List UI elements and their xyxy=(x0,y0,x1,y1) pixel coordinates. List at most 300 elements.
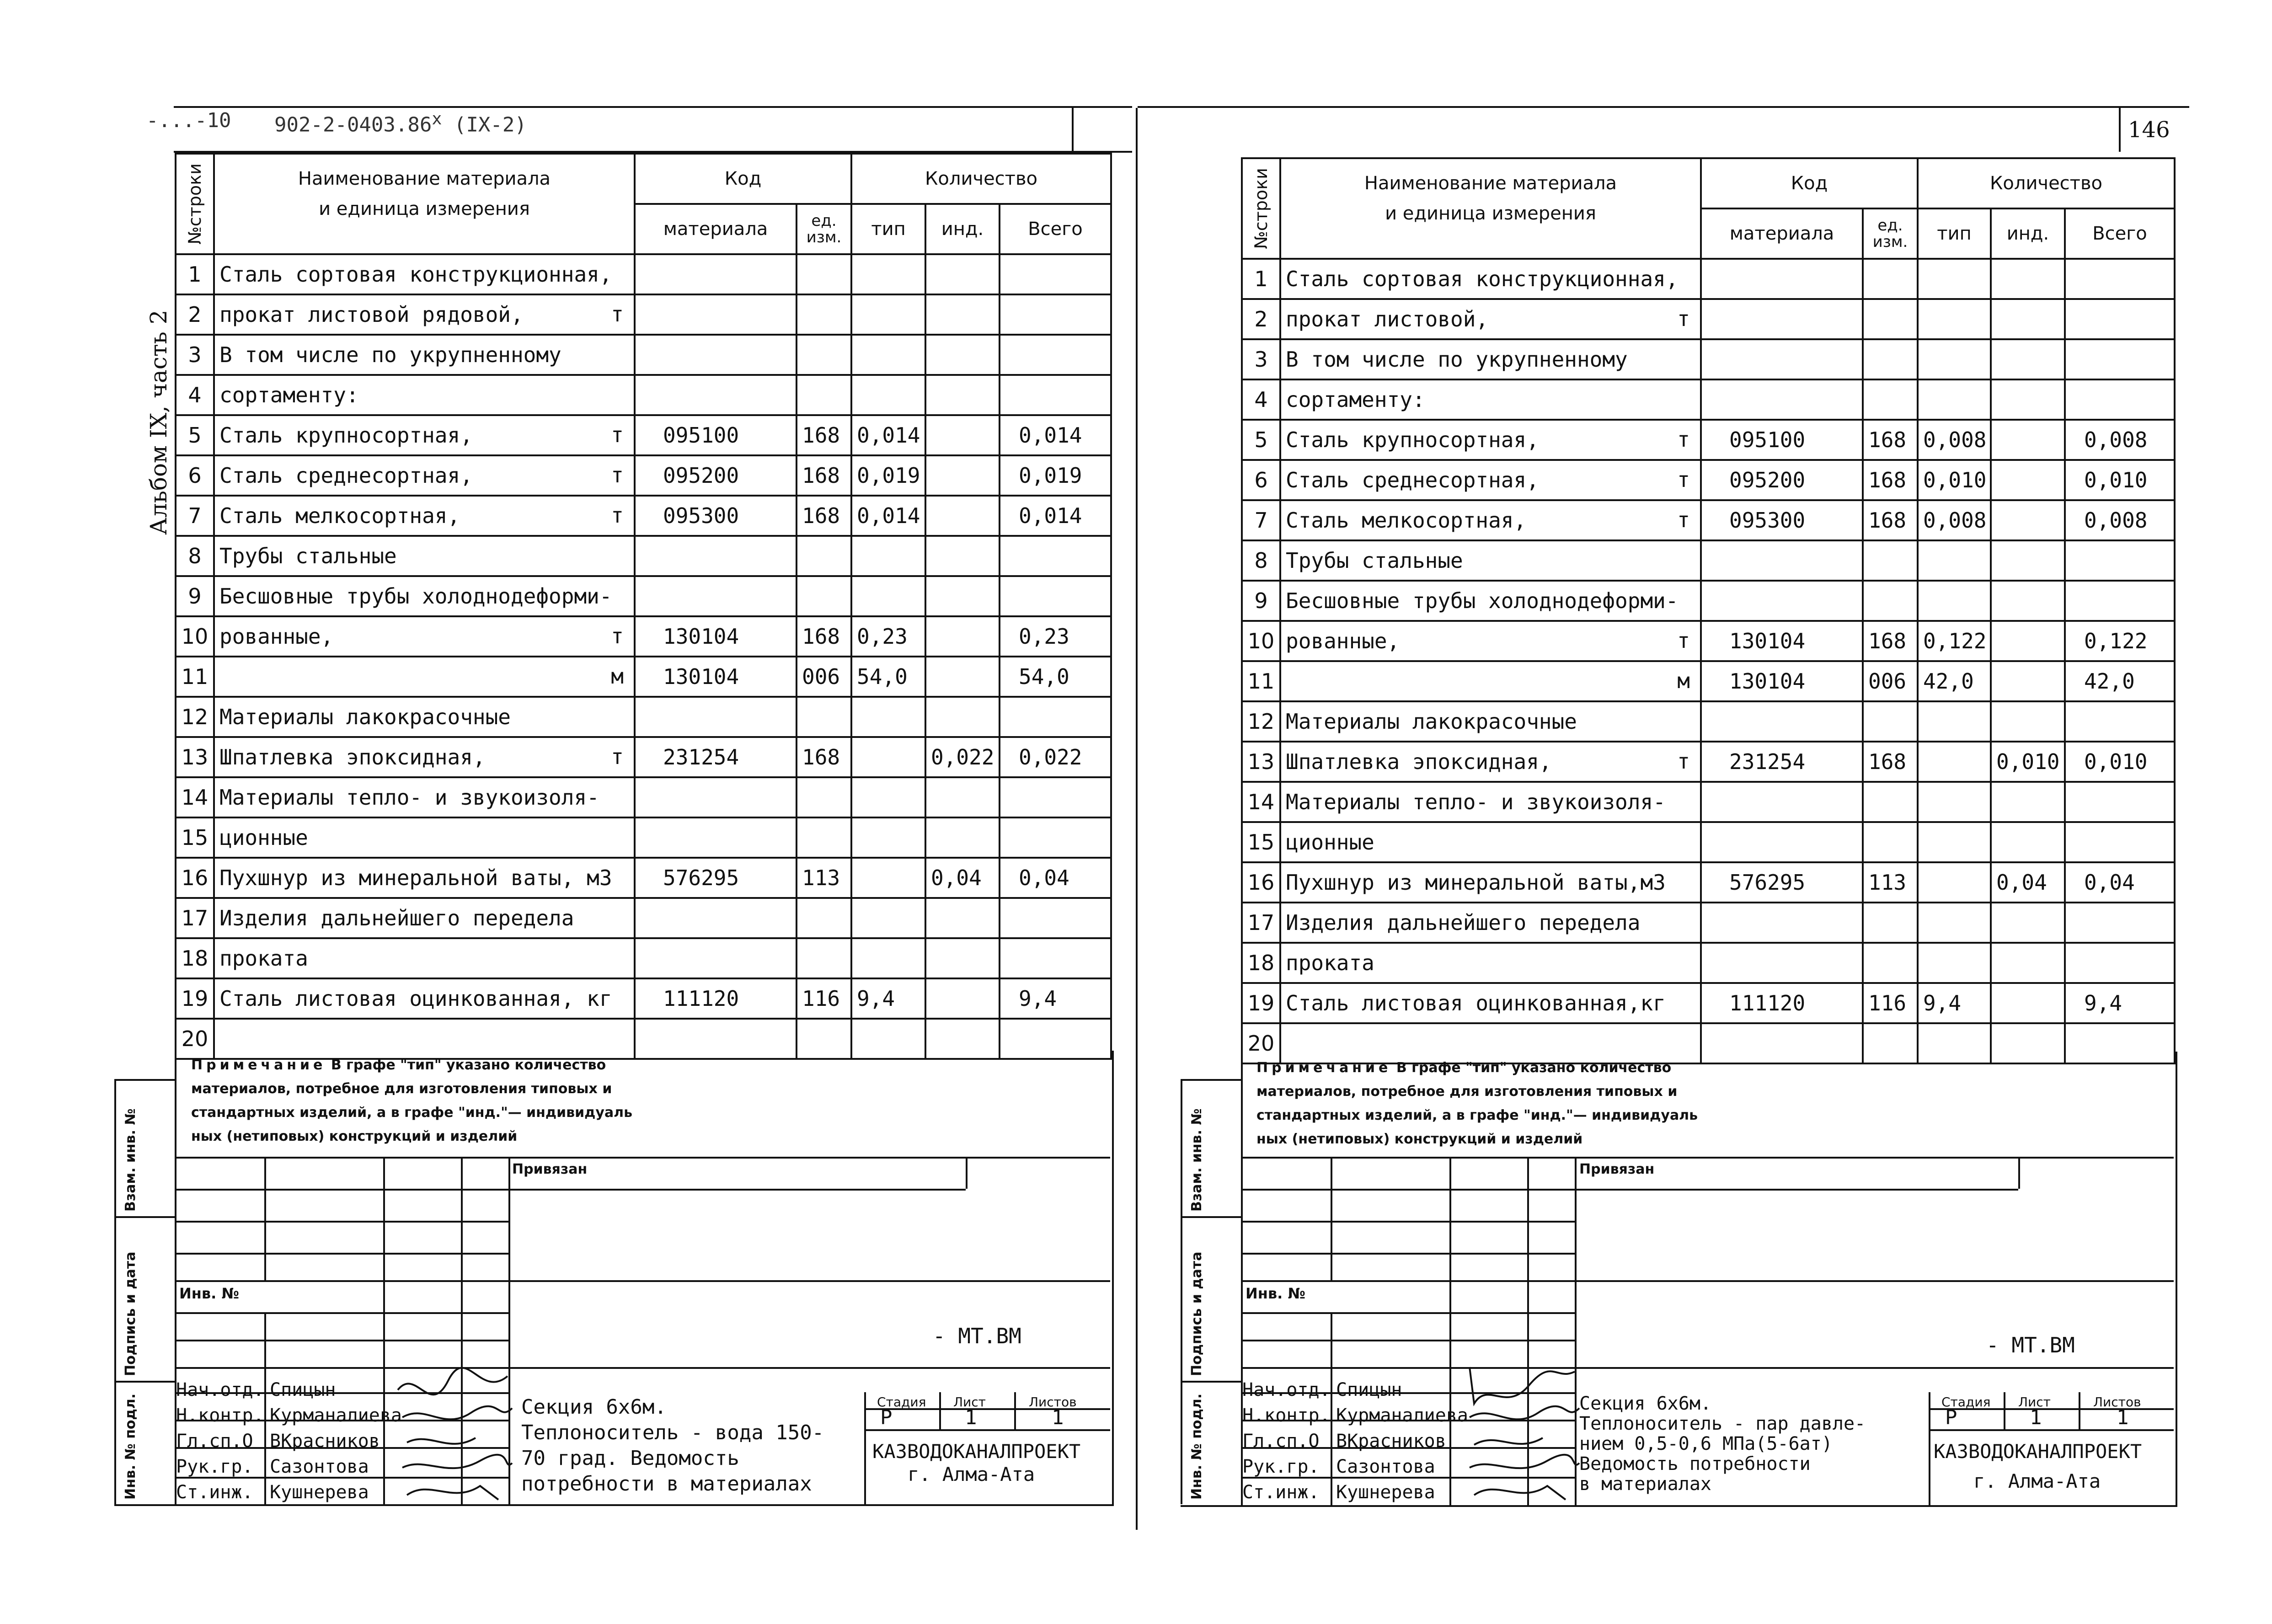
unit-code xyxy=(797,938,851,978)
material-name xyxy=(1280,862,1701,903)
qty-ind xyxy=(925,657,1000,697)
material-code xyxy=(1701,299,1863,339)
qty-tip: 9,4 xyxy=(851,978,925,1019)
org-line2-right: г. Алма-Ата xyxy=(1973,1470,2101,1492)
material-unit: т xyxy=(611,744,624,769)
material-code: 111120 xyxy=(1701,983,1863,1023)
qty-tip xyxy=(1918,822,1991,862)
material-name-text: Сталь сортовая конструкционная, xyxy=(1286,267,1679,291)
material-code xyxy=(1701,903,1863,943)
qty-total: 0,010 xyxy=(2065,460,2175,500)
qty-total: 0,022 xyxy=(1000,737,1111,777)
r-grid-h1 xyxy=(1241,1189,2018,1191)
qty-ind xyxy=(925,777,1000,817)
inv-no-label: Инв. № xyxy=(179,1285,239,1302)
material-name-text: Материалы лакокрасочные xyxy=(219,705,511,729)
qty-tip xyxy=(851,576,925,616)
table-row xyxy=(176,375,1111,415)
qty-tip: 0,122 xyxy=(1918,621,1991,661)
qty-tip xyxy=(851,335,925,375)
material-name-text: Пухшнур из минеральной ваты, м3 xyxy=(219,865,612,890)
qty-tip xyxy=(1918,259,1991,299)
table-row xyxy=(1242,420,2175,460)
row-number: 13 xyxy=(1242,742,1280,782)
qty-total xyxy=(2065,540,2175,581)
material-name-text: Сталь мелкосортная, xyxy=(1286,508,1527,533)
qty-total xyxy=(2065,581,2175,621)
material-unit: т xyxy=(611,503,624,528)
qty-total xyxy=(2065,379,2175,420)
qty-total xyxy=(2065,701,2175,742)
table-row xyxy=(176,938,1111,978)
material-name-text: Сталь крупносортная, xyxy=(219,423,473,448)
grid-h7 xyxy=(175,1367,1110,1369)
row-number: 9 xyxy=(1242,581,1280,621)
qty-total xyxy=(1000,375,1111,415)
qty-tip: 0,008 xyxy=(1918,420,1991,460)
qty-tip xyxy=(1918,782,1991,822)
header-doc-code: 902-2-0403.86$^x$ (IX-2) xyxy=(274,109,527,137)
qty-tip xyxy=(1918,299,1991,339)
unit-code: 113 xyxy=(1863,862,1918,903)
qty-total xyxy=(1000,938,1111,978)
stamp-outer-left xyxy=(114,1079,116,1504)
doc-code-right: - МТ.ВМ xyxy=(1986,1333,2075,1357)
material-name xyxy=(214,898,635,938)
listov-value-right: 1 xyxy=(2117,1406,2129,1429)
material-unit: т xyxy=(611,463,624,487)
unit-code xyxy=(1863,701,1918,742)
table-row xyxy=(1242,581,2175,621)
material-code: 130104 xyxy=(635,616,797,657)
material-name xyxy=(214,415,635,455)
row-number: 6 xyxy=(1242,460,1280,500)
material-code: 095100 xyxy=(1701,420,1863,460)
qty-tip xyxy=(851,737,925,777)
material-name xyxy=(214,817,635,858)
qty-ind xyxy=(925,455,1000,496)
material-name xyxy=(214,858,635,898)
material-code xyxy=(635,898,797,938)
qty-total: 0,04 xyxy=(2065,862,2175,903)
row-number: 7 xyxy=(1242,500,1280,540)
qty-ind xyxy=(925,817,1000,858)
material-code: 095100 xyxy=(635,415,797,455)
stadia-label-right: Стадия xyxy=(1941,1394,1991,1410)
qty-total xyxy=(1000,898,1111,938)
material-name xyxy=(1280,460,1701,500)
material-name-text: В том числе по укрупненному xyxy=(1286,347,1628,372)
unit-code xyxy=(1863,903,1918,943)
r-grid-v-listov xyxy=(2079,1392,2080,1429)
qty-tip xyxy=(1918,379,1991,420)
qty-tip xyxy=(1918,903,1991,943)
material-code xyxy=(635,817,797,858)
qty-total xyxy=(2065,903,2175,943)
material-name-text: ционные xyxy=(1286,830,1374,855)
row-number: 18 xyxy=(176,938,214,978)
material-code: 095200 xyxy=(1701,460,1863,500)
material-name xyxy=(214,576,635,616)
grid-v-list xyxy=(939,1392,941,1429)
row-number: 18 xyxy=(1242,943,1280,983)
qty-ind xyxy=(925,978,1000,1019)
unit-code xyxy=(1863,339,1918,379)
table-row xyxy=(176,455,1111,496)
material-name xyxy=(214,496,635,536)
table-row xyxy=(176,737,1111,777)
unit-code: 006 xyxy=(797,657,851,697)
unit-code xyxy=(1863,540,1918,581)
unit-code: 168 xyxy=(1863,460,1918,500)
material-name-text: Материалы тепло- и звукоизоля- xyxy=(219,785,599,810)
grid-v1b xyxy=(264,1312,266,1504)
row-number: 13 xyxy=(176,737,214,777)
qty-total: 0,014 xyxy=(1000,415,1111,455)
qty-tip: 42,0 xyxy=(1918,661,1991,701)
qty-ind xyxy=(925,697,1000,737)
qty-ind: 0,022 xyxy=(925,737,1000,777)
table-row xyxy=(1242,903,2175,943)
drawing-title-right: Секция 6х6м. Теплоноситель - пар давле- нием 0,5-0,6 МПа(5-6ат) Ведомость потребности в материалах xyxy=(1579,1393,1866,1495)
material-name-text: Сталь среднесортная, xyxy=(1286,468,1539,492)
unit-code: 168 xyxy=(1863,621,1918,661)
table-row xyxy=(176,898,1111,938)
material-name xyxy=(214,777,635,817)
unit-code xyxy=(1863,581,1918,621)
r-grid-h7 xyxy=(1241,1367,2174,1369)
material-code: 130104 xyxy=(1701,661,1863,701)
qty-ind xyxy=(1991,581,2065,621)
unit-code xyxy=(797,576,851,616)
stamp-line xyxy=(175,1157,1110,1159)
qty-total xyxy=(2065,822,2175,862)
qty-tip xyxy=(851,375,925,415)
grid-v-priv xyxy=(966,1157,968,1189)
material-unit: т xyxy=(1677,749,1690,774)
material-code xyxy=(1701,259,1863,299)
material-name xyxy=(214,455,635,496)
qty-total: 54,0 xyxy=(1000,657,1111,697)
table-row xyxy=(1242,983,2175,1023)
qty-total: 0,122 xyxy=(2065,621,2175,661)
unit-code: 168 xyxy=(797,737,851,777)
header-vsego: Всего xyxy=(1000,204,1111,254)
material-name xyxy=(1280,701,1701,742)
material-code: 576295 xyxy=(1701,862,1863,903)
material-code: 231254 xyxy=(635,737,797,777)
material-name xyxy=(1280,903,1701,943)
row-number: 8 xyxy=(176,536,214,576)
qty-tip xyxy=(851,858,925,898)
qty-tip xyxy=(1918,943,1991,983)
material-unit: т xyxy=(1677,467,1690,492)
unit-code xyxy=(797,536,851,576)
header-name: Наименование материала и единица измерения xyxy=(1280,158,1701,259)
row-number: 14 xyxy=(176,777,214,817)
note-right: Примечание В графе "тип" указано количество материалов, потребное для изготовления типовых и стандартных изделий, а в графе "инд."— индивидуаль ных (нетиповых) конструкций и изделий xyxy=(1256,1060,1698,1147)
r-grid-h-stadia2 xyxy=(1929,1429,2174,1431)
material-name-text: Изделия дальнейшего передела xyxy=(219,906,574,930)
grid-v1a xyxy=(264,1157,266,1280)
header-ed-izm: ед. изм. xyxy=(1863,208,1918,259)
names-right: Спицын Курманалиева ВКрасников Сазонтова Кушнерева xyxy=(1336,1379,1468,1503)
r-stamp-line xyxy=(1241,1157,2174,1159)
row-number: 11 xyxy=(176,657,214,697)
qty-tip: 0,014 xyxy=(851,496,925,536)
materials-table-right xyxy=(1241,157,2176,1064)
qty-ind xyxy=(925,335,1000,375)
material-code xyxy=(1701,540,1863,581)
qty-total: 0,23 xyxy=(1000,616,1111,657)
qty-ind xyxy=(1991,500,2065,540)
material-name-text: Бесшовные трубы холоднодеформи- xyxy=(219,584,612,609)
qty-tip xyxy=(1918,701,1991,742)
material-unit: т xyxy=(1677,427,1690,452)
qty-total xyxy=(2065,782,2175,822)
org-line2: г. Алма-Ата xyxy=(908,1463,1035,1485)
row-number: 6 xyxy=(176,455,214,496)
header-prefix: -...-10 xyxy=(146,109,231,132)
material-name-text: проката xyxy=(219,946,308,971)
material-name xyxy=(214,978,635,1019)
material-unit: т xyxy=(1677,508,1690,532)
row-number: 17 xyxy=(1242,903,1280,943)
material-name xyxy=(214,697,635,737)
qty-total xyxy=(2065,339,2175,379)
r-grid-v1a xyxy=(1331,1157,1332,1280)
qty-ind xyxy=(925,496,1000,536)
table-row xyxy=(1242,460,2175,500)
material-name xyxy=(214,254,635,294)
drawing-title: Секция 6х6м. Теплоноситель - вода 150- 70 град. Ведомость потребности в материалах xyxy=(521,1395,824,1496)
side-podpis: Подпись и дата xyxy=(123,1251,139,1376)
unit-code xyxy=(1863,822,1918,862)
material-code: 111120 xyxy=(635,978,797,1019)
r-sep-1 xyxy=(1181,1216,1241,1218)
row-number: 3 xyxy=(176,335,214,375)
unit-code: 168 xyxy=(797,455,851,496)
unit-code xyxy=(1863,782,1918,822)
grid-h3 xyxy=(175,1253,508,1255)
material-name xyxy=(214,375,635,415)
header-kod: Код xyxy=(1701,158,1918,208)
header-ed-izm: ед. изм. xyxy=(797,204,851,254)
material-name-text: Материалы лакокрасочные xyxy=(1286,709,1577,734)
material-name-text: Бесшовные трубы холоднодеформи- xyxy=(1286,588,1679,613)
material-code xyxy=(635,294,797,335)
material-name-text: Сталь листовая оцинкованная,кг xyxy=(1286,991,1666,1015)
qty-ind xyxy=(1991,983,2065,1023)
qty-tip: 0,014 xyxy=(851,415,925,455)
qty-ind xyxy=(1991,661,2065,701)
r-grid-h5 xyxy=(1241,1312,1575,1314)
material-code xyxy=(635,576,797,616)
listov-label: Листов xyxy=(1029,1394,1077,1410)
header-divider xyxy=(1072,106,1074,152)
material-code: 130104 xyxy=(1701,621,1863,661)
material-name-text: Шпатлевка эпоксидная, xyxy=(1286,749,1552,774)
material-name xyxy=(1280,259,1701,299)
qty-tip: 9,4 xyxy=(1918,983,1991,1023)
material-name xyxy=(1280,299,1701,339)
material-name xyxy=(1280,621,1701,661)
grid-h-stadia2 xyxy=(864,1429,1110,1431)
qty-total xyxy=(1000,335,1111,375)
side-podpis-right: Подпись и дата xyxy=(1189,1251,1205,1376)
row-number: 10 xyxy=(1242,621,1280,661)
right-sheet xyxy=(1136,0,2272,1624)
qty-total xyxy=(1000,777,1111,817)
material-code xyxy=(1701,581,1863,621)
row-number: 16 xyxy=(176,858,214,898)
material-code xyxy=(635,254,797,294)
listov-value: 1 xyxy=(1052,1406,1064,1429)
table-row xyxy=(1242,862,2175,903)
qty-total: 0,008 xyxy=(2065,420,2175,460)
qty-ind xyxy=(1991,379,2065,420)
header-kod: Код xyxy=(635,154,851,204)
qty-total: 0,008 xyxy=(2065,500,2175,540)
table-row xyxy=(176,496,1111,536)
material-name xyxy=(1280,500,1701,540)
qty-ind xyxy=(1991,420,2065,460)
material-name xyxy=(1280,661,1701,701)
right-header-divider xyxy=(2119,106,2121,152)
unit-code xyxy=(797,375,851,415)
material-name-text: Трубы стальные xyxy=(1286,548,1463,573)
list-value: 1 xyxy=(965,1406,977,1429)
qty-ind xyxy=(925,375,1000,415)
material-name xyxy=(214,616,635,657)
material-name-text: Изделия дальнейшего передела xyxy=(1286,910,1641,935)
material-name xyxy=(214,737,635,777)
material-code xyxy=(635,536,797,576)
qty-total: 9,4 xyxy=(2065,983,2175,1023)
qty-ind xyxy=(1991,943,2065,983)
side-inv-podl: Инв. № подл. xyxy=(123,1393,139,1500)
table-row xyxy=(1242,500,2175,540)
table-row xyxy=(1242,661,2175,701)
qty-total: 9,4 xyxy=(1000,978,1111,1019)
qty-total xyxy=(1000,254,1111,294)
qty-ind xyxy=(1991,903,2065,943)
side-vzam-right: Взам. инв. № xyxy=(1189,1108,1205,1212)
r-sep-2 xyxy=(1181,1381,1241,1383)
material-code xyxy=(1701,701,1863,742)
material-code: 095300 xyxy=(1701,500,1863,540)
list-value-right: 1 xyxy=(2030,1406,2042,1429)
unit-code: 116 xyxy=(797,978,851,1019)
row-number: 16 xyxy=(1242,862,1280,903)
qty-ind xyxy=(925,898,1000,938)
org-line1: КАЗВОДОКАНАЛПРОЕКТ xyxy=(872,1440,1081,1463)
row-number: 14 xyxy=(1242,782,1280,822)
table-row xyxy=(1242,540,2175,581)
r-outer-left xyxy=(1181,1079,1182,1504)
qty-tip: 0,019 xyxy=(851,455,925,496)
material-name-text: сортаменту: xyxy=(219,383,359,407)
material-unit: т xyxy=(611,624,624,648)
qty-tip xyxy=(1918,742,1991,782)
grid-h1 xyxy=(175,1189,966,1191)
listov-label-right: Листов xyxy=(2093,1394,2141,1410)
qty-tip xyxy=(851,697,925,737)
qty-tip xyxy=(851,817,925,858)
qty-ind xyxy=(1991,299,2065,339)
material-name-text: Материалы тепло- и звукоизоля- xyxy=(1286,790,1666,814)
unit-code xyxy=(1863,943,1918,983)
unit-code xyxy=(1863,379,1918,420)
r-outer-top xyxy=(1181,1079,1241,1081)
qty-ind xyxy=(925,415,1000,455)
row-number: 1 xyxy=(1242,259,1280,299)
stamp-outer-top xyxy=(114,1079,175,1081)
unit-code: 006 xyxy=(1863,661,1918,701)
row-number: 1 xyxy=(176,254,214,294)
row-number: 3 xyxy=(1242,339,1280,379)
unit-code xyxy=(797,898,851,938)
qty-ind xyxy=(925,294,1000,335)
material-code xyxy=(1701,339,1863,379)
unit-code: 116 xyxy=(1863,983,1918,1023)
qty-ind xyxy=(1991,701,2065,742)
grid-v-listov xyxy=(1014,1392,1016,1429)
table-row xyxy=(1242,943,2175,983)
material-name-text: прокат листовой рядовой, xyxy=(219,302,524,327)
table-row xyxy=(176,536,1111,576)
material-unit: м xyxy=(611,664,624,689)
grid-h2 xyxy=(175,1221,508,1223)
r-grid-h6 xyxy=(1241,1340,1575,1341)
qty-tip xyxy=(851,536,925,576)
table-row xyxy=(176,858,1111,898)
material-code: 130104 xyxy=(635,657,797,697)
grid-h4 xyxy=(175,1280,1110,1282)
r-grid-v-list xyxy=(2004,1392,2005,1429)
table-row xyxy=(176,576,1111,616)
material-code xyxy=(635,938,797,978)
row-number: 5 xyxy=(176,415,214,455)
material-code: 095200 xyxy=(635,455,797,496)
material-code xyxy=(635,375,797,415)
material-name xyxy=(1280,782,1701,822)
qty-total xyxy=(2065,943,2175,983)
material-code xyxy=(635,335,797,375)
qty-total: 0,019 xyxy=(1000,455,1111,496)
row-number: 19 xyxy=(1242,983,1280,1023)
material-name xyxy=(1280,983,1701,1023)
material-name-text: Сталь среднесортная, xyxy=(219,463,473,488)
row-number: 4 xyxy=(1242,379,1280,420)
qty-ind xyxy=(925,616,1000,657)
row-number: 9 xyxy=(176,576,214,616)
qty-total: 0,014 xyxy=(1000,496,1111,536)
material-name xyxy=(214,657,635,697)
material-code xyxy=(1701,782,1863,822)
material-unit: м xyxy=(1677,668,1690,693)
roles-right: Нач.отд. Н.контр. Гл.сп.О Рук.гр. Ст.инж. xyxy=(1242,1379,1331,1503)
header-nstroki: №строки xyxy=(176,154,214,254)
header-kolichestvo: Количество xyxy=(1918,158,2175,208)
material-name xyxy=(1280,822,1701,862)
side-caption: Альбом IX, часть 2 xyxy=(145,310,172,535)
material-name-text: Шпатлевка эпоксидная, xyxy=(219,745,486,769)
material-code: 231254 xyxy=(1701,742,1863,782)
material-name-text: прокат листовой, xyxy=(1286,307,1489,331)
header-material: материала xyxy=(635,204,797,254)
unit-code xyxy=(797,254,851,294)
